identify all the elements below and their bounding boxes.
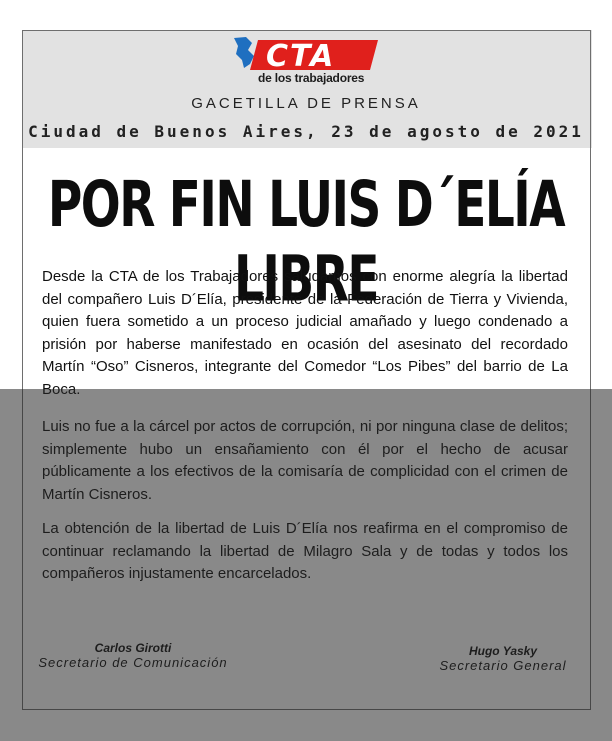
paragraph-1: Desde la CTA de los Trabajadores saludamos con enorme alegría la libertad del compañero Luis D´Elía, presidente de la Federación de Tierra y Vivienda, quien fuera sometido a un proceso judicial amañado y luego condenado a prisión por haberse manifestado en ocasión del asesinato del recordado Martín “Oso” Cisneros, integrante del Comedor “Los Pibes” del barrio de La [42, 268, 568, 375]
document-kind: GACETILLA DE PRENSA [191, 95, 421, 112]
dateline: Ciudad de Buenos Aires, 23 de agosto de 2021 [28, 122, 584, 141]
headline: POR FIN LUIS D´ELÍA LIBRE [47, 168, 565, 317]
dark-overlay [0, 389, 612, 741]
logo-text: CTA [266, 39, 336, 74]
logo-subtitle: de los trabajadores [258, 71, 365, 85]
cta-logo-icon [228, 34, 388, 74]
